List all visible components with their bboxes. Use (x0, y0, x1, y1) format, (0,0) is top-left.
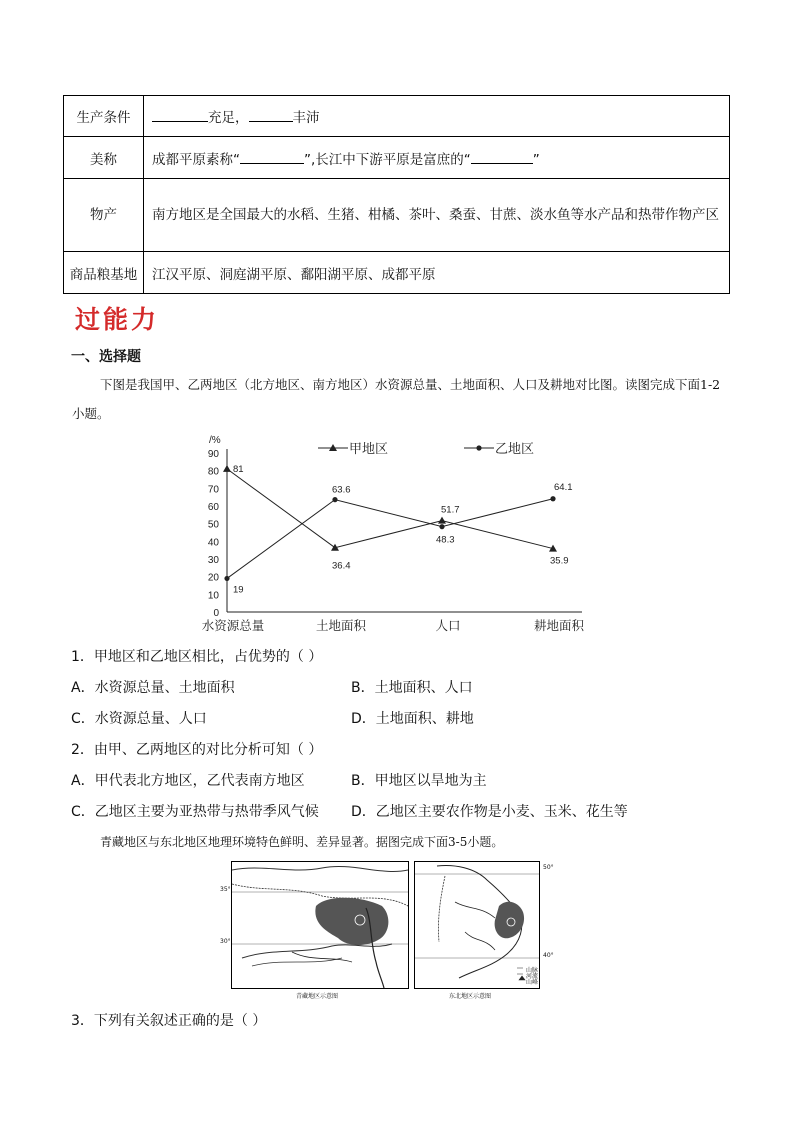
fill-blank[interactable] (471, 149, 533, 164)
circle-point (224, 576, 229, 581)
table-key: 美称 (64, 137, 144, 179)
latitude-label: 35° (220, 886, 231, 893)
table-row (64, 96, 730, 137)
data-label: 48.3 (436, 534, 455, 546)
circle-point (332, 497, 337, 502)
y-tick-label: 40 (207, 537, 219, 549)
legend-label: 乙地区 (495, 442, 535, 457)
y-tick-label: 20 (207, 572, 219, 584)
x-tick-label: 人口 (435, 618, 461, 633)
legend-mountain: 山脉 (526, 967, 539, 974)
data-label: 81 (233, 463, 244, 475)
legend-label: 甲地区 (349, 442, 389, 457)
series-line-2 (227, 499, 553, 579)
y-axis-label: /% (209, 435, 221, 446)
table-row (64, 137, 730, 179)
option-1b[interactable]: B．土地面积、人口 (351, 680, 473, 696)
map-intro: 青藏地区与东北地区地理环境特色鲜明、差异显著。据图完成下面3-5小题。 (100, 835, 504, 849)
data-label: 36.4 (332, 560, 351, 572)
table-row (64, 179, 730, 252)
data-label: 51.7 (441, 504, 460, 516)
section-title: 过能力 (75, 305, 160, 334)
x-tick-label: 土地面积 (315, 618, 367, 633)
y-tick-label: 30 (207, 555, 219, 566)
option-1d[interactable]: D．土地面积、耕地 (351, 711, 474, 727)
latitude-label: 40° (543, 952, 554, 959)
fill-blank[interactable] (152, 107, 208, 122)
map-caption: 东北地区示意图 (449, 993, 492, 1000)
legend-circle-icon (476, 445, 481, 450)
option-2c[interactable]: C．乙地区主要为亚热带与热带季风气候 (71, 804, 319, 820)
table-key: 生产条件 (64, 96, 144, 137)
table-value: 充足， 丰沛 (144, 96, 730, 137)
y-tick-label: 60 (207, 502, 219, 513)
question-3: 3．下列有关叙述正确的是（ ） (71, 1013, 267, 1029)
circle-point (550, 496, 555, 501)
option-2b[interactable]: B．甲地区以旱地为主 (351, 773, 487, 789)
data-label: 63.6 (332, 484, 351, 496)
y-tick-label: 80 (207, 466, 219, 478)
circle-point (439, 524, 444, 529)
table-key: 物产 (64, 179, 144, 252)
y-tick-label: 50 (207, 519, 219, 531)
y-tick-label: 10 (207, 590, 219, 602)
chart-intro: 下图是我国甲、乙两地区（北方地区、南方地区）水资源总量、土地面积、人口及耕地对比图。读图完成下面1-2小题。 (72, 377, 721, 421)
subsection-title: 一、选择题 (71, 349, 141, 365)
option-2a[interactable]: A．甲代表北方地区，乙代表南方地区 (71, 773, 305, 789)
y-tick-label: 0 (213, 608, 219, 619)
series-line-1 (227, 469, 553, 549)
legend-river: 河流 (526, 973, 539, 980)
question-2: 2．由甲、乙两地区的对比分析可知（ ） (71, 742, 323, 758)
question-1: 1．甲地区和乙地区相比，占优势的（ ） (71, 649, 323, 665)
comparison-line-chart (196, 431, 596, 636)
northeast-map (414, 861, 554, 1000)
triangle-point (438, 517, 446, 524)
legend-peak: 山峰 (526, 979, 539, 986)
table-value: 江汉平原、洞庭湖平原、鄱阳湖平原、成都平原 (144, 252, 730, 294)
latitude-label: 50° (543, 864, 554, 871)
table-key: 商品粮基地 (64, 252, 144, 294)
option-1a[interactable]: A．水资源总量、土地面积 (71, 680, 235, 696)
qinghai-tibet-map (220, 861, 409, 1000)
map-caption: 青藏地区示意图 (296, 993, 339, 1000)
data-label: 64.1 (554, 481, 573, 493)
option-1c[interactable]: C．水资源总量、人口 (71, 711, 207, 727)
table-value: 成都平原素称“ ”,长江中下游平原是富庶的“ ” (144, 137, 730, 179)
data-label: 35.9 (550, 555, 569, 567)
x-tick-label: 水资源总量 (201, 618, 265, 633)
data-label: 19 (233, 584, 244, 596)
triangle-point (223, 465, 231, 472)
y-tick-label: 90 (207, 449, 219, 460)
crop-info-table (63, 95, 730, 294)
fill-blank[interactable] (240, 149, 304, 164)
latitude-label: 30° (220, 938, 231, 945)
y-tick-label: 70 (207, 484, 219, 496)
table-value: 南方地区是全国最大的水稻、生猪、柑橘、茶叶、桑蚕、甘蔗、淡水鱼等水产品和热带作物产区 (144, 179, 730, 252)
option-2d[interactable]: D．乙地区主要农作物是小麦、玉米、花生等 (351, 804, 628, 820)
fill-blank[interactable] (249, 107, 293, 122)
x-tick-label: 耕地面积 (533, 618, 585, 633)
table-row (64, 252, 730, 294)
